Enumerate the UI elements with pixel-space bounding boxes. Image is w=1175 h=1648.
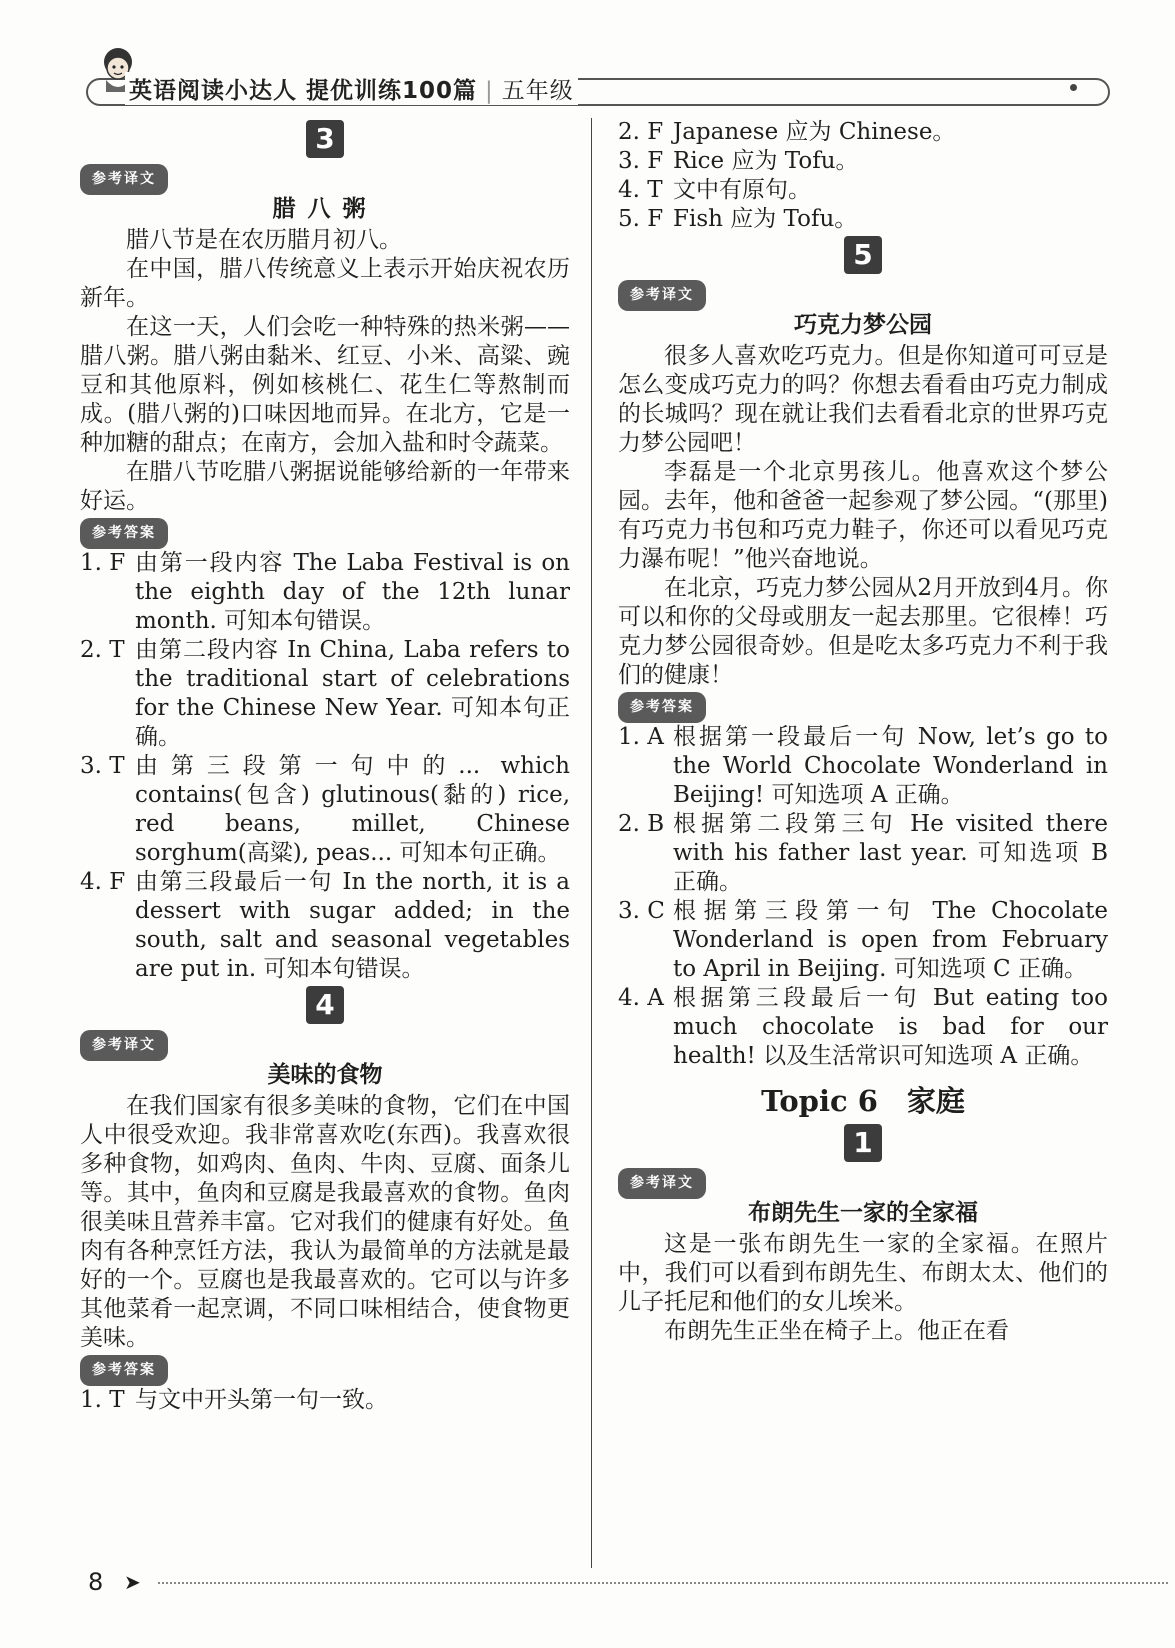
passage-title: 腊八粥 <box>272 196 378 222</box>
paragraph: 布朗先生正坐在椅子上。他正在看 <box>664 1318 1009 1344</box>
answer-explanation: 文中有原句。 <box>673 177 811 203</box>
answer-explanation: 根据第三段第一句 The Chocolate Wonderland is open from February to April in Beijing. 可知选项 C 正确。 <box>673 898 1108 982</box>
answer-label: 参考答案 <box>80 518 168 549</box>
footer-dotted-line <box>158 1582 1168 1584</box>
answer-key: 2. T <box>80 637 125 663</box>
answer-explanation: 由第三段最后一句 In the north, it is a dessert with sugar added; in the south, salt and seasonal vegetables are put in. 可知本句错误。 <box>135 869 570 982</box>
answer-explanation: 根据第一段最后一句 Now, let’s go to the World Chocolate Wonderland in Beijing! 可知选项 A 正确。 <box>673 724 1108 808</box>
answer-key: 1. F <box>80 550 126 576</box>
answer-item <box>80 868 570 984</box>
series-subtitle: 提优训练100篇 <box>306 78 478 104</box>
answer-key: 5. F <box>618 206 664 232</box>
right-column <box>618 118 1108 1346</box>
answer-explanation: Fish 应为 Tofu。 <box>673 206 858 232</box>
paragraph: 在我们国家有很多美味的食物，它们在中国人中很受欢迎。我非常喜欢吃(东西)。我喜欢很多种食物，如鸡肉、鱼肉、牛肉、豆腐、面条儿等。其中，鱼肉和豆腐是我最喜欢的食物。鱼肉很美味且营养丰富。它对我们的健康有好处。鱼肉有各种烹饪方法，我认为最简单的方法就是最好的一个。豆腐也是我最喜欢的。它可以与许多其他菜肴一起烹调，不同口味相结合，使食物更美味。 <box>80 1093 570 1351</box>
series-name: 英语阅读小达人 <box>129 78 297 104</box>
answer-key: 3. T <box>80 753 125 779</box>
section-number-3: 3 <box>306 120 344 158</box>
section-number-5: 5 <box>844 236 882 274</box>
answer-item <box>618 810 1108 897</box>
answer-key: 1. T <box>80 1387 125 1413</box>
answer-explanation: 由第一段内容 The Laba Festival is on the eighth day of the 12th lunar month. 可知本句错误。 <box>135 550 570 634</box>
page-number: 8 <box>88 1568 104 1596</box>
paragraph: 在中国，腊八传统意义上表示开始庆祝农历新年。 <box>80 256 570 311</box>
paragraph: 这是一张布朗先生一家的全家福。在照片中，我们可以看到布朗先生、布朗太太、他们的儿子托尼和他们的女儿埃米。 <box>618 1231 1108 1315</box>
answer-explanation: 根据第二段第三句 He visited there with his father last year. 可知选项 B 正确。 <box>673 811 1108 895</box>
answer-item <box>618 147 1108 176</box>
translation-label: 参考译文 <box>618 1168 706 1199</box>
topic-heading: Topic 6 家庭 <box>761 1084 965 1118</box>
answer-explanation: Rice 应为 Tofu。 <box>673 148 859 174</box>
translation-label: 参考译文 <box>80 1030 168 1061</box>
answer-key: 3. C <box>618 898 665 924</box>
paragraph: 李磊是一个北京男孩儿。他喜欢这个梦公园。去年，他和爸爸一起参观了梦公园。“(那里)有巧克力书包和巧克力鞋子，你还可以看见巧克力瀑布呢！”他兴奋地说。 <box>618 459 1108 572</box>
answer-key: 3. F <box>618 148 664 174</box>
page-header <box>0 0 1175 115</box>
answer-label: 参考答案 <box>80 1355 168 1386</box>
answer-item <box>80 1386 570 1415</box>
arrow-right-icon: ➤ <box>124 1570 141 1594</box>
passage-title: 美味的食物 <box>267 1062 383 1088</box>
answer-item <box>80 752 570 868</box>
answer-key: 2. B <box>618 811 665 837</box>
answer-key: 4. T <box>618 177 663 203</box>
paragraph: 腊八节是在农历腊月初八。 <box>126 227 402 253</box>
answer-item <box>80 636 570 752</box>
answer-key: 1. A <box>618 724 664 750</box>
paragraph: 很多人喜欢吃巧克力。但是你知道可可豆是怎么变成巧克力的吗？你想去看看由巧克力制成的长城吗？现在就让我们去看看北京的世界巧克力梦公园吧！ <box>618 343 1108 456</box>
section-number-4: 4 <box>306 986 344 1024</box>
answer-item <box>618 984 1108 1071</box>
answer-explanation: 由第三段第一句中的... which contains(包含) glutinous(黏的) rice, red beans, millet, Chinese sorghum(高粱), peas... 可知本句正确。 <box>135 753 570 866</box>
left-column <box>80 118 570 1415</box>
answer-key: 4. F <box>80 869 126 895</box>
answer-explanation: 由第二段内容 In China, Laba refers to the traditional start of celebrations for the Chinese New Year. 可知本句正确。 <box>135 637 570 750</box>
passage-title: 巧克力梦公园 <box>794 312 932 338</box>
book-title: 英语阅读小达人 提优训练100篇 | 五年级 <box>125 72 578 105</box>
section-number-1: 1 <box>844 1124 882 1162</box>
translation-label: 参考译文 <box>618 280 706 311</box>
answer-key: 4. A <box>618 985 664 1011</box>
column-divider <box>591 118 592 1568</box>
header-dot <box>1070 84 1077 91</box>
paragraph: 在这一天，人们会吃一种特殊的热米粥——腊八粥。腊八粥由黏米、红豆、小米、高粱、豌豆和其他原料，例如核桃仁、花生仁等熬制而成。(腊八粥的)口味因地而异。在北方，它是一种加糖的甜点；在南方，会加入盐和时令蔬菜。 <box>80 314 570 456</box>
answer-item <box>80 549 570 636</box>
passage-title: 布朗先生一家的全家福 <box>748 1200 978 1226</box>
answer-item <box>618 176 1108 205</box>
paragraph: 在北京，巧克力梦公园从2月开放到4月。你可以和你的父母或朋友一起去那里。它很棒！巧克力梦公园很奇妙。但是吃太多巧克力不利于我们的健康！ <box>618 575 1108 688</box>
answer-explanation: 根据第三段最后一句 But eating too much chocolate is bad for our health! 以及生活常识可知选项 A 正确。 <box>673 985 1108 1069</box>
answer-item <box>618 118 1108 147</box>
answer-explanation: Japanese 应为 Chinese。 <box>673 119 956 145</box>
paragraph: 在腊八节吃腊八粥据说能够给新的一年带来好运。 <box>80 459 570 514</box>
grade-label: 五年级 <box>501 78 574 104</box>
translation-label: 参考译文 <box>80 164 168 195</box>
answer-key: 2. F <box>618 119 664 145</box>
page-footer <box>88 1568 1175 1598</box>
answer-item <box>618 205 1108 234</box>
answer-explanation: 与文中开头第一句一致。 <box>135 1387 388 1413</box>
answer-item <box>618 897 1108 984</box>
answer-item <box>618 723 1108 810</box>
answer-label: 参考答案 <box>618 692 706 723</box>
